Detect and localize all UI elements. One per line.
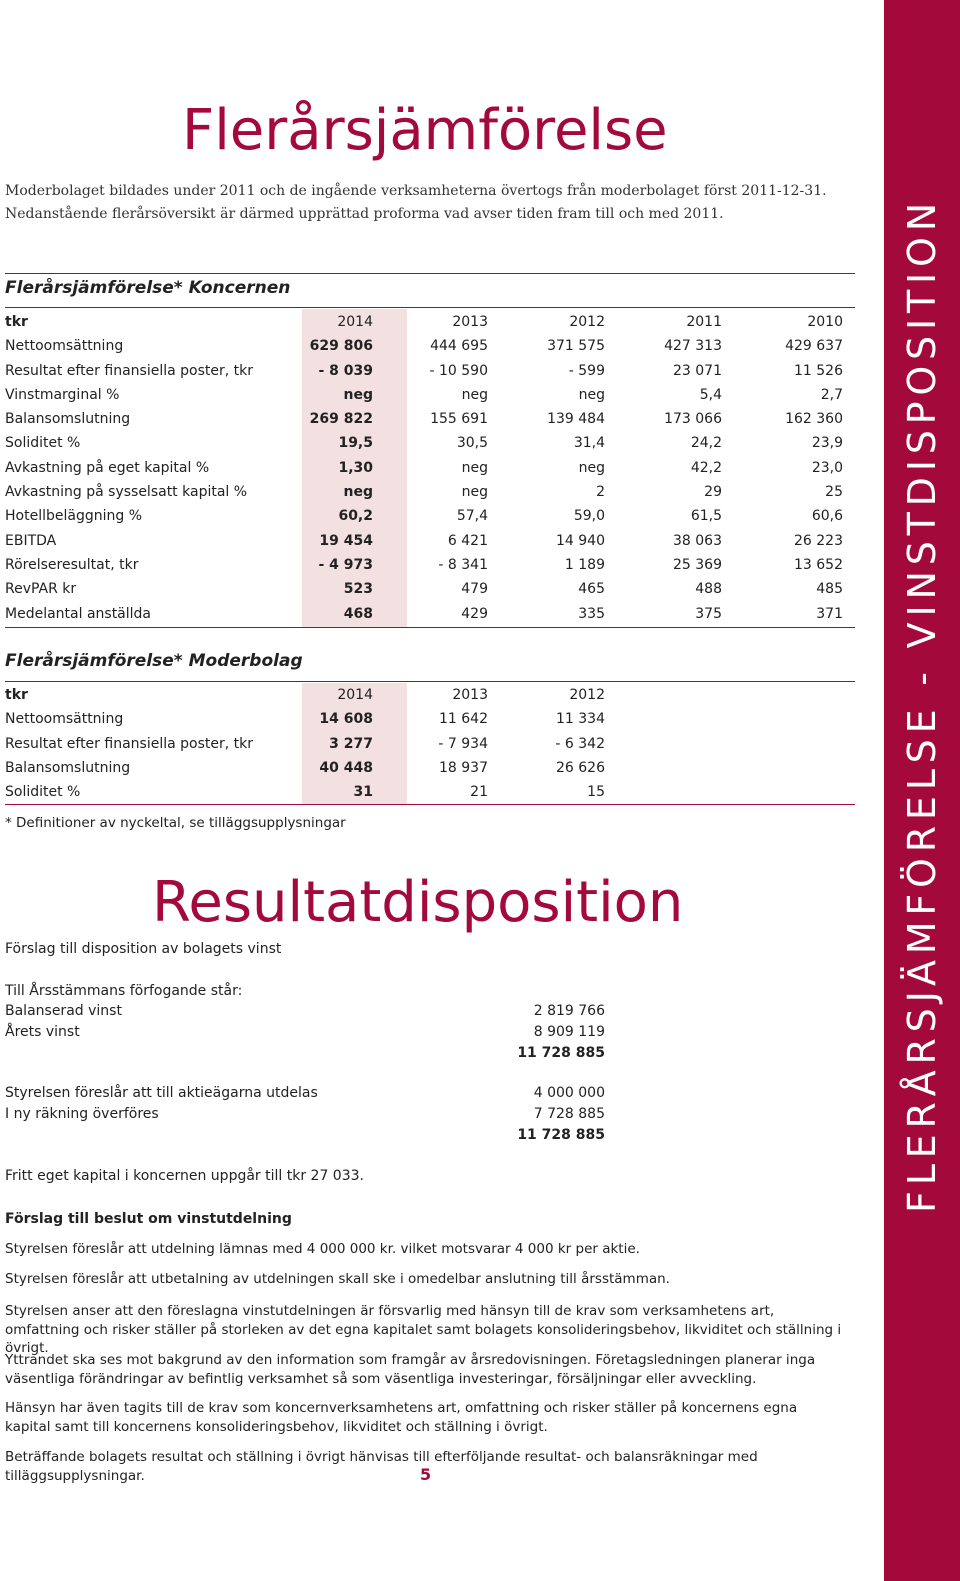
cell-value: 21 (470, 784, 488, 801)
cell-value: 57,4 (456, 508, 488, 525)
row-label: Soliditet % (5, 435, 81, 452)
cell-value: - 10 590 (429, 362, 488, 379)
row-label: Avkastning på sysselsatt kapital % (5, 484, 248, 501)
header-year: 2010 (807, 314, 843, 330)
intro-line: Moderbolaget bildades under 2011 och de ingående verksamheterna övertogs från moderbolaget först 2011-12-31. (5, 183, 827, 199)
cell-value: 59,0 (573, 508, 605, 525)
cell-value: 26 626 (556, 759, 605, 776)
row-label: Nettoomsättning (5, 711, 124, 728)
cell-value: 485 (816, 581, 843, 598)
cell-value: 335 (578, 605, 605, 622)
cell-value: 139 484 (547, 411, 605, 428)
arets-value: 8 909 119 (533, 1024, 605, 1040)
cell-value: neg (578, 459, 605, 476)
paragraph: Yttrandet ska ses mot bakgrund av den information som framgår av årsredovisningen. Företagsledningen planerar inga väsentliga förändringar av befintlig verksamhet så som väsentliga investeringar, försäljningar eller avveckling. (5, 1352, 816, 1387)
cell-value: 26 223 (794, 532, 843, 549)
cell-value: 30,5 (456, 435, 488, 452)
fritt-text: Fritt eget kapital i koncernen uppgår till tkr 27 033. (5, 1168, 364, 1184)
row-label: Balansomslutning (5, 411, 131, 428)
cell-value: 2,7 (820, 386, 843, 403)
cell-value: 13 652 (794, 556, 843, 573)
koncernen-title: Flerårsjämförelse* Koncernen (5, 278, 291, 298)
cell-value: 479 (461, 581, 488, 598)
header-year: 2013 (452, 314, 488, 330)
cell-value: 31,4 (573, 435, 605, 452)
cell-value: 11 334 (556, 711, 605, 728)
cell-value: 2 (596, 484, 605, 501)
cell-value: 25 (825, 484, 843, 501)
cell-value: neg (343, 484, 373, 501)
cell-value: 1 189 (564, 556, 605, 573)
cell-value: 468 (343, 605, 373, 622)
cell-value: 11 642 (439, 711, 488, 728)
cell-value: 375 (695, 605, 722, 622)
cell-value: 18 937 (439, 759, 488, 776)
row-label: Vinstmarginal % (5, 386, 120, 403)
cell-value: 429 (461, 605, 488, 622)
section-rule (5, 627, 855, 628)
cell-value: neg (578, 386, 605, 403)
cell-value: 155 691 (430, 411, 488, 428)
cell-value: 11 526 (794, 362, 843, 379)
balanserad-label: Balanserad vinst (5, 1003, 122, 1019)
row-label: Soliditet % (5, 784, 81, 801)
row-label: RevPAR kr (5, 581, 77, 598)
cell-value: 38 063 (673, 532, 722, 549)
balanserad-value: 2 819 766 (533, 1003, 605, 1019)
cell-value: - 8 039 (318, 362, 373, 379)
cell-value: - 599 (568, 362, 605, 379)
cell-value: 15 (587, 784, 605, 801)
cell-value: 6 421 (447, 532, 488, 549)
cell-value: 427 313 (664, 338, 722, 355)
header-year: 2011 (686, 314, 722, 330)
paragraph: Styrelsen föreslår att utdelning lämnas med 4 000 000 kr. vilket motsvarar 4 000 kr per aktie. (5, 1241, 640, 1257)
section-rule (5, 273, 855, 274)
cell-value: 162 360 (785, 411, 843, 428)
cell-value: - 8 341 (438, 556, 488, 573)
footnote: * Definitioner av nyckeltal, se tilläggsupplysningar (5, 815, 346, 831)
page-number: 5 (420, 1465, 432, 1484)
cell-value: 23,0 (811, 459, 843, 476)
cell-value: 29 (704, 484, 722, 501)
cell-value: neg (461, 459, 488, 476)
row-label: Balansomslutning (5, 759, 131, 776)
forslag-heading: Förslag till beslut om vinstutdelning (5, 1211, 292, 1227)
intro-line: Nedanstående flerårsöversikt är därmed upprättad proforma vad avser tiden fram till och med 2011. (5, 206, 724, 222)
row-label: Rörelseresultat, tkr (5, 556, 139, 573)
cell-value: 371 (816, 605, 843, 622)
cell-value: 61,5 (690, 508, 722, 525)
paragraph: Beträffande bolagets resultat och ställning i övrigt hänvisas till efterföljande resultat- och balansräkningar med tilläggsupplysningar. (5, 1449, 758, 1484)
cell-value: 19,5 (338, 435, 373, 452)
header-year: 2012 (569, 314, 605, 330)
arets-label: Årets vinst (5, 1024, 80, 1040)
paragraph: Hänsyn har även tagits till de krav som koncernverksamhetens art, omfattning och risker ställer på koncernens egna kapital samt till koncernens konsolideringsbehov, likviditet och ställning i övrigt. (5, 1400, 798, 1435)
row-label: Hotellbeläggning % (5, 508, 142, 525)
header-year: 2012 (569, 687, 605, 703)
section-rule (5, 307, 855, 308)
row-label: EBITDA (5, 532, 57, 549)
cell-value: 40 448 (319, 759, 373, 776)
paragraph: Styrelsen föreslår att utbetalning av utdelningen skall ske i omedelbar anslutning till årsstämman. (5, 1271, 670, 1287)
cell-value: neg (343, 386, 373, 403)
utdelas-value: 4 000 000 (533, 1085, 605, 1101)
cell-value: - 4 973 (318, 556, 373, 573)
cell-value: 523 (343, 581, 373, 598)
row-label: Medelantal anställda (5, 605, 152, 622)
cell-value: 444 695 (430, 338, 488, 355)
cell-value: - 6 342 (555, 735, 605, 752)
cell-value: 60,2 (338, 508, 373, 525)
avail-heading: Till Årsstämmans förfogande står: (5, 983, 243, 999)
cell-value: neg (461, 386, 488, 403)
header-unit: tkr (5, 687, 28, 703)
row-label: Resultat efter finansiella poster, tkr (5, 735, 253, 752)
cell-value: 23 071 (673, 362, 722, 379)
cell-value: 31 (353, 784, 373, 801)
cell-value: 371 575 (547, 338, 605, 355)
sum-available: 11 728 885 (517, 1045, 605, 1061)
cell-value: 3 277 (329, 735, 373, 752)
cell-value: 629 806 (309, 338, 373, 355)
header-unit: tkr (5, 314, 28, 330)
cell-value: 1,30 (338, 459, 373, 476)
overfores-label: I ny räkning överföres (5, 1106, 159, 1122)
utdelas-label: Styrelsen föreslår att till aktieägarna utdelas (5, 1085, 318, 1101)
cell-value: 19 454 (319, 532, 373, 549)
header-year: 2013 (452, 687, 488, 703)
section-rule (5, 804, 855, 805)
cell-value: 173 066 (664, 411, 722, 428)
cell-value: 23,9 (811, 435, 843, 452)
cell-value: 14 940 (556, 532, 605, 549)
resultat-title: Resultatdisposition (152, 870, 684, 935)
cell-value: neg (461, 484, 488, 501)
section-rule (5, 681, 855, 682)
header-year: 2014 (337, 314, 373, 330)
row-label: Avkastning på eget kapital % (5, 459, 210, 476)
cell-value: 429 637 (785, 338, 843, 355)
cell-value: 60,6 (811, 508, 843, 525)
moderbolag-title: Flerårsjämförelse* Moderbolag (5, 651, 303, 671)
overfores-value: 7 728 885 (533, 1106, 605, 1122)
cell-value: 465 (578, 581, 605, 598)
cell-value: 24,2 (690, 435, 722, 452)
row-label: Resultat efter finansiella poster, tkr (5, 362, 253, 379)
cell-value: 42,2 (690, 459, 722, 476)
intro-text (5, 180, 865, 226)
cell-value: 488 (695, 581, 722, 598)
cell-value: 269 822 (309, 411, 373, 428)
cell-value: - 7 934 (438, 735, 488, 752)
cell-value: 25 369 (673, 556, 722, 573)
paragraph: Styrelsen anser att den föreslagna vinstutdelningen är försvarlig med hänsyn till de krav som verksamhetens art, omfattning och risker ställer på storleken av det egna kapitalet samt bolagets konsolideringsbehov, likviditet och ställning i övrigt. (5, 1303, 842, 1356)
header-year: 2014 (337, 687, 373, 703)
resultat-subtitle: Förslag till disposition av bolagets vinst (5, 941, 282, 957)
sum-disposition: 11 728 885 (517, 1127, 605, 1143)
cell-value: 5,4 (699, 386, 722, 403)
sidebar-title: FLERÅRSJÄMFÖRELSE - VINSTDISPOSITION (900, 197, 944, 1213)
cell-value: 14 608 (319, 711, 373, 728)
page-title: Flerårsjämförelse (182, 98, 668, 163)
row-label: Nettoomsättning (5, 338, 124, 355)
